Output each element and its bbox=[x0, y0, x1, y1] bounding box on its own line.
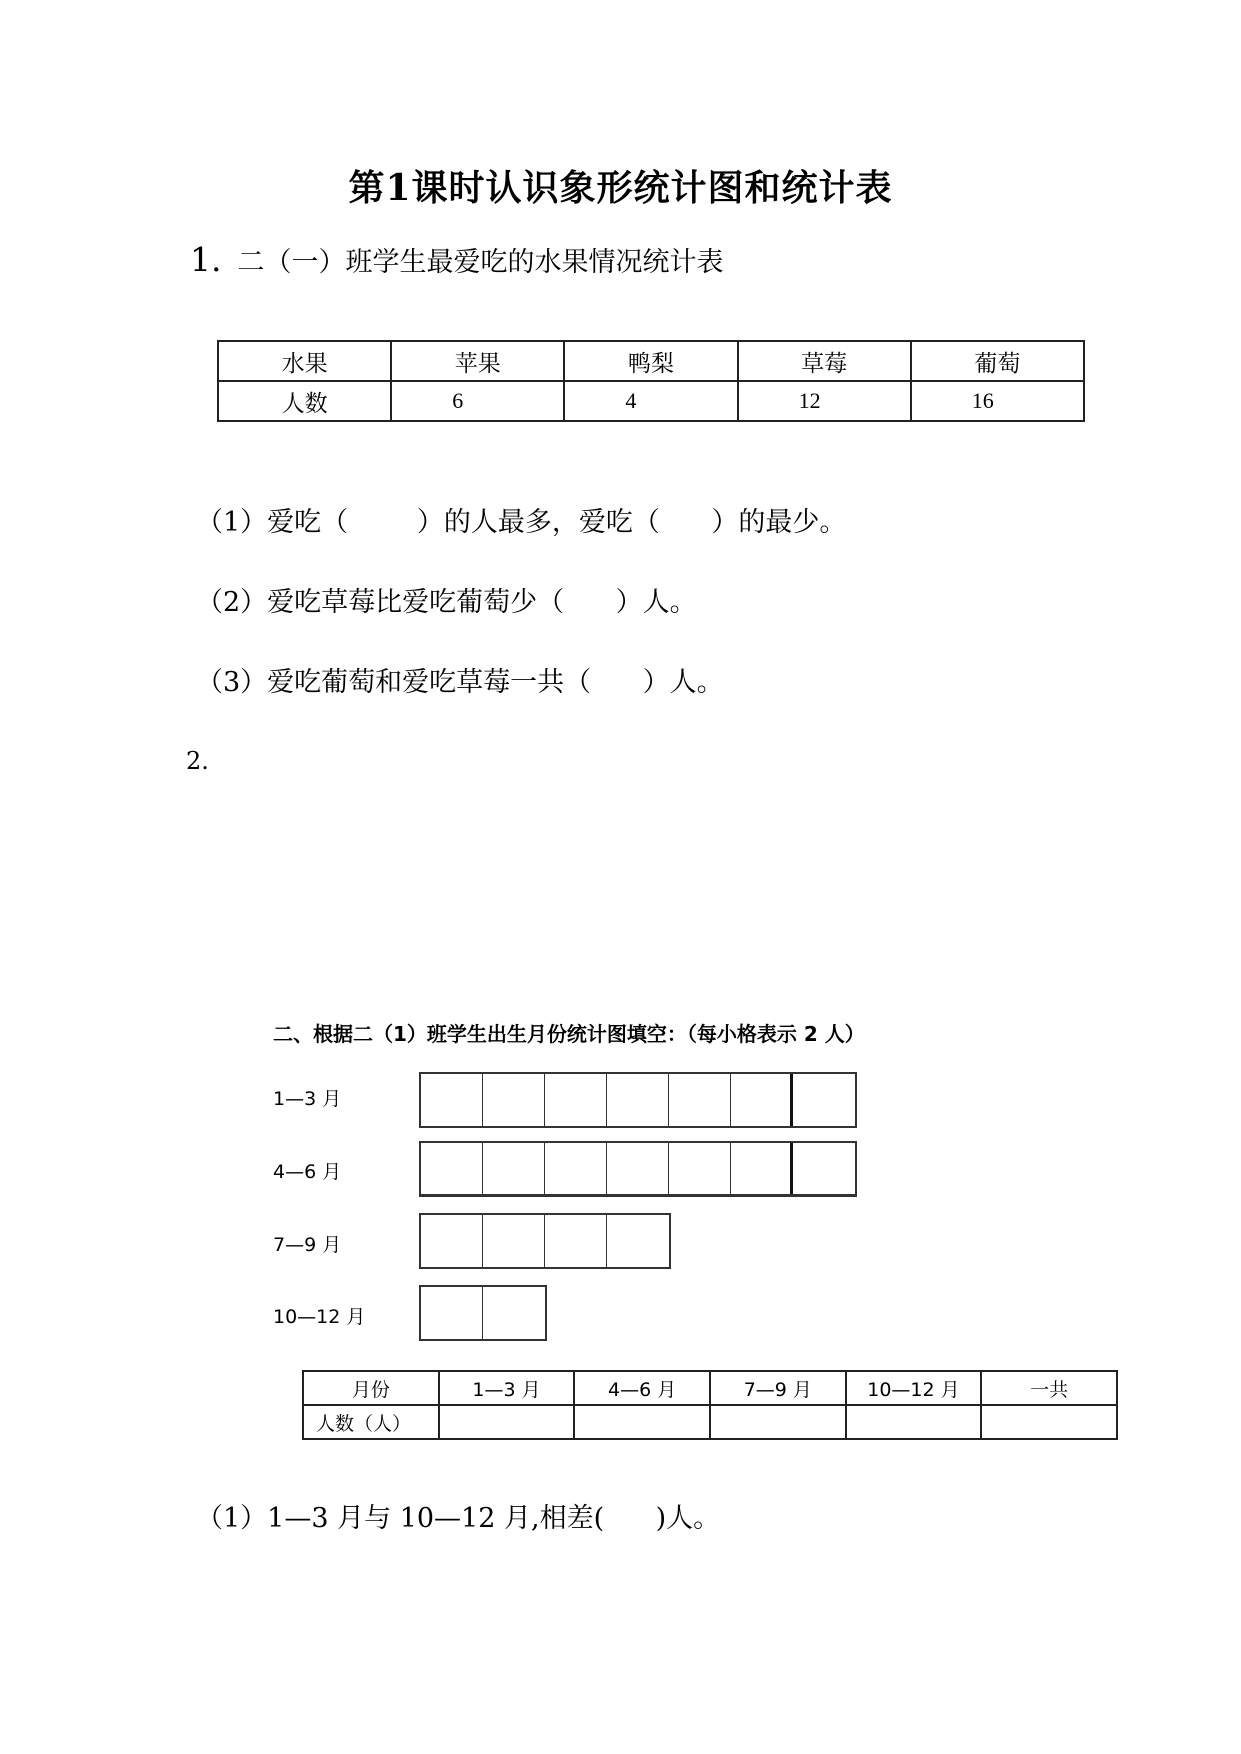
section-2-title: 二、根据二（1）班学生出生月份统计图填空：（每小格表示 2 人） bbox=[273, 1022, 865, 1046]
chart-cell bbox=[483, 1215, 545, 1267]
fruit-count: 6 bbox=[391, 381, 564, 421]
birth-table-row-label: 人数（人） bbox=[303, 1405, 439, 1439]
chart-cell bbox=[731, 1143, 793, 1194]
fruit-count: 16 bbox=[911, 381, 1084, 421]
page-title: 第1课时认识象形统计图和统计表 bbox=[348, 167, 893, 209]
chart-cell bbox=[669, 1143, 731, 1194]
chart-row-label: 1—3 月 bbox=[273, 1088, 342, 1110]
fruit-name: 苹果 bbox=[391, 341, 564, 381]
chart-cell bbox=[421, 1074, 483, 1126]
fruit-name: 草莓 bbox=[738, 341, 911, 381]
question-1-title: 二（一）班学生最爱吃的水果情况统计表 bbox=[237, 247, 724, 278]
fruit-count: 4 bbox=[564, 381, 737, 421]
question-2-1: （1）1—3 月与 10—12 月,相差( )人。 bbox=[196, 1503, 721, 1534]
birth-table-header-cell: 月份 bbox=[303, 1371, 439, 1405]
chart-row-cells bbox=[419, 1285, 547, 1341]
blank-answer-cell[interactable] bbox=[710, 1405, 846, 1439]
chart-cell bbox=[607, 1074, 669, 1126]
fruit-table bbox=[217, 340, 1085, 422]
birth-table-header-cell: 1—3 月 bbox=[439, 1371, 575, 1405]
chart-cell bbox=[793, 1074, 855, 1126]
chart-cell bbox=[607, 1143, 669, 1194]
birth-table-header-cell: 10—12 月 bbox=[846, 1371, 982, 1405]
fruit-table-row-header: 水果 bbox=[218, 341, 391, 381]
chart-cell bbox=[421, 1143, 483, 1194]
blank-answer-cell[interactable] bbox=[439, 1405, 575, 1439]
fruit-table-count-row bbox=[218, 381, 1084, 421]
chart-row-label: 7—9 月 bbox=[273, 1234, 342, 1256]
question-2-number: 2. bbox=[186, 747, 209, 775]
chart-cell bbox=[483, 1143, 545, 1194]
fruit-name: 鸭梨 bbox=[564, 341, 737, 381]
blank-answer-cell[interactable] bbox=[981, 1405, 1117, 1439]
fruit-table-count-header: 人数 bbox=[218, 381, 391, 421]
question-1-1: （1）爱吃（ ）的人最多，爱吃（ ）的最少。 bbox=[196, 507, 847, 538]
chart-cell bbox=[545, 1074, 607, 1126]
chart-cell bbox=[545, 1215, 607, 1267]
chart-cell bbox=[483, 1287, 545, 1339]
birth-table-header-row bbox=[303, 1371, 1117, 1405]
question-1-3: （3）爱吃葡萄和爱吃草莓一共（ ）人。 bbox=[196, 667, 724, 698]
blank-answer-cell[interactable] bbox=[574, 1405, 710, 1439]
chart-cell bbox=[731, 1074, 793, 1126]
question-1-heading bbox=[190, 240, 724, 279]
chart-cell bbox=[607, 1215, 669, 1267]
chart-cell bbox=[483, 1074, 545, 1126]
fruit-name: 葡萄 bbox=[911, 341, 1084, 381]
birth-table-header-cell: 4—6 月 bbox=[574, 1371, 710, 1405]
chart-row-label: 4—6 月 bbox=[273, 1161, 342, 1183]
question-1-2: （2）爱吃草莓比爱吃葡萄少（ ）人。 bbox=[196, 587, 697, 618]
chart-row-cells bbox=[419, 1072, 857, 1128]
question-1-number: 1. bbox=[190, 240, 222, 279]
chart-cell bbox=[793, 1143, 855, 1194]
fruit-table-header-row bbox=[218, 341, 1084, 381]
birth-month-table bbox=[302, 1370, 1118, 1440]
chart-cell bbox=[421, 1215, 483, 1267]
chart-row-cells bbox=[419, 1213, 671, 1269]
fruit-count: 12 bbox=[738, 381, 911, 421]
birth-table-header-cell: 7—9 月 bbox=[710, 1371, 846, 1405]
birth-table-header-cell: 一共 bbox=[981, 1371, 1117, 1405]
blank-answer-cell[interactable] bbox=[846, 1405, 982, 1439]
chart-cell bbox=[421, 1287, 483, 1339]
chart-row-label: 10—12 月 bbox=[273, 1306, 366, 1328]
birth-table-count-row bbox=[303, 1405, 1117, 1439]
chart-row-cells bbox=[419, 1141, 857, 1197]
chart-cell bbox=[545, 1143, 607, 1194]
chart-cell bbox=[669, 1074, 731, 1126]
